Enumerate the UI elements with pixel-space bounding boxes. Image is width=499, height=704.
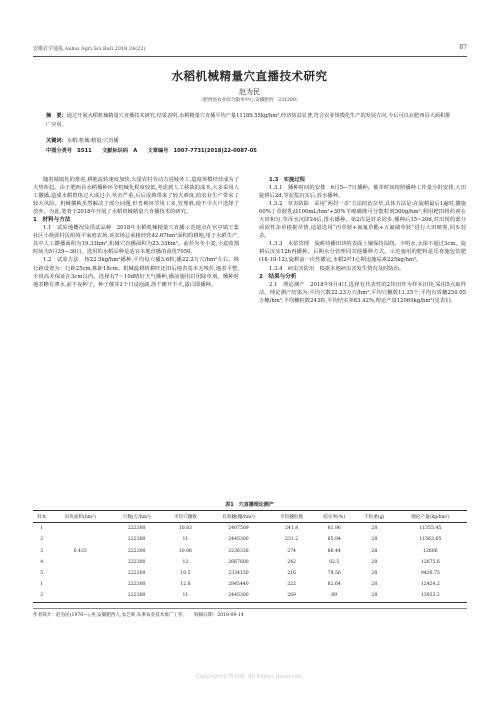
table-cell: 222300 <box>127 582 146 588</box>
table-header-cell: 理论产量(kg/hm²) <box>411 514 450 520</box>
classification-text: 中图分类号 S511 文献标识码 A 文章编号 1007-7731(2018)22-0087-05 <box>46 148 257 154</box>
table-header-cell: 田块面积(hm²) <box>64 514 96 520</box>
abstract-label: 摘 要： <box>46 113 67 119</box>
table-cell: 3 <box>40 548 44 554</box>
table-cell: 89 <box>331 593 338 599</box>
watermark: Copyright©博看网. All Rights Reserved. <box>195 674 304 680</box>
table-cell: 222300 <box>127 548 146 554</box>
left-column <box>33 176 239 289</box>
paragraph: 1.3.2 草害防除 采用“两封一杀”方法防治杂草,具体方法是:在旋耕最后1遍时,撒施60%丁草胺乳油100mL/hm²+30%苄嘧磺隆可分散粒剂300g/hm²,利用耙田将药剂在大田和匀,等浑水沉降24后,排水播种。第2次是封杀同步,播种后15~20d,对出现的部分顽固性杂草根据草情,适量选用“丙草胺+氰氟草酯+五氟磺草胺”进行大田喷雾,同步封杀。 <box>259 201 466 240</box>
table-cell: 269 <box>287 593 296 599</box>
table-cell: 10.5 <box>180 571 191 577</box>
keywords-text: 水稻;机械;精量;穴直播 <box>66 138 119 144</box>
table-cell: 28 <box>371 537 378 543</box>
table-cell: 28 <box>371 571 378 577</box>
table-cell: 222300 <box>127 537 146 543</box>
table-row <box>33 546 467 557</box>
paragraph: 1.1 试验地概况及供试品种 2018年水稻机械精量穴直播示范地点在官亭镇王集社区小杨郢村民组境平家庭农场,该农场总承租经营42.67hm²面积的耕地,用于水稻生产,其中人工撒播面积为19.33hm²,机械穴直播面积为23.33hm²。前茬为冬小麦,小麦收割时间为5月29—30日。选用的水稻品种是适宜本地直播的甬优7050。 <box>33 225 239 256</box>
table-cell: 2445300 <box>228 537 249 543</box>
paper-title: 水稻机械精量穴直播技术研究 <box>171 69 328 83</box>
table-cell: 13933.2 <box>420 593 440 599</box>
table-cell: 231.2 <box>285 537 299 543</box>
table-cell <box>51 557 110 568</box>
table-cell <box>51 523 110 535</box>
table-cell: 85.94 <box>327 537 341 543</box>
table-cell: 222300 <box>127 526 146 532</box>
keywords-label: 关键词： <box>46 138 67 144</box>
keywords <box>46 137 453 146</box>
section-heading: 2 结果与分析 <box>259 273 297 280</box>
running-header <box>33 45 467 55</box>
section-heading: 1.3 实施过程 <box>269 177 305 183</box>
paragraph: 1.3.3 水浆管理 旋耕待播田块的表面土壤保持湿润。少明水,水深不超过3cm。旋耕后沉实12h再播种。后期水分管理同其他播种方式。示范施用的肥料是乐喜施包装肥(18-10-12),旋耕前一次性撒完,水稻2叶1心期追施尿素225kg/hm²。 <box>259 241 466 264</box>
table-cell: 28 <box>371 548 378 554</box>
table-cell: 2 <box>40 537 44 543</box>
header-rule <box>33 56 467 57</box>
table-cell: 222300 <box>127 559 146 565</box>
table-cell: 78.56 <box>327 571 341 577</box>
table-cell: 12606 <box>423 548 438 554</box>
table-header-cell: 穴数(万/hm²) <box>122 514 151 520</box>
author: 赵为民 <box>239 88 260 96</box>
table-cell: 2845440 <box>228 582 249 588</box>
table-header-cell: 有效穗(穗/hm²) <box>222 514 255 520</box>
table-cell: 9426.75 <box>420 571 440 577</box>
table-cell: 11 <box>182 593 189 599</box>
table-row <box>33 557 467 568</box>
abstract <box>46 112 453 129</box>
table-row <box>33 534 467 545</box>
paragraph: 1.2 试验方法 按22.5kg/hm²播种,平均每穴播3.6粒,播22.2万穴/hm²左右。株行距设置为：行距25cm,株距18cm。机械旋耕机耕旺还田后地表基本无残茬,地表平整,全田高差保证在3cm以内。选择有7～10d晴好天气播种,播前施用封闭除草剂。播种时地表略有薄水,前不夜种子。种子催芽2个日浸泡滴,沥干摊开半天,露白即播种。 <box>33 257 239 288</box>
table-cell <box>51 568 110 579</box>
table-cell: 11 <box>182 537 189 543</box>
table-cell: 222300 <box>127 571 146 577</box>
table-cell: 4 <box>40 559 44 565</box>
table-cell <box>51 590 110 602</box>
table-cell: 10.06 <box>178 548 192 554</box>
section-heading: 1 材料与方法 <box>33 217 71 224</box>
right-column <box>259 176 466 305</box>
table-cell: 274 <box>287 548 296 554</box>
table-cell: 2334150 <box>228 571 249 577</box>
table-cell: 2407509 <box>228 526 249 532</box>
table-row <box>33 579 467 590</box>
table-cell: 2 <box>40 593 44 599</box>
table-cell: 82.64 <box>327 582 341 588</box>
paragraph: 随着城镇化的推进,耕地流转速度加快,大量农村劳动力进城务工,造度规模经营成为了大势所趋。由于肥西县水稻播种环节机械化程度较低,考虑到人工移栽的成本,大多采用人工撒播,造成水稻群体过大或过小,草害严重,后后成熟带来了较大难度,给农业生产带来了较大风险。机械插秧虽然解决了部分问题,但育秧环节用工多,管理难,使不少大户选择了放弃。为此,笔者于2018年开展了水稻机械精量穴直播技术的研究。 <box>33 177 239 216</box>
table-cell: 1 <box>40 526 44 532</box>
table-caption: 表1 穴直播理论测产 <box>225 502 274 508</box>
table-cell: 12675.6 <box>420 559 440 565</box>
table-cell: 11355.45 <box>419 526 442 532</box>
table-cell <box>51 534 110 545</box>
table-row <box>33 568 467 579</box>
abstract-text: 通过开展水稻机械精量穴直播技术研究,结果表明,水稻精量穴直播平均产量11189.55kg/hm²,经济效益显著,符合农业规模化生产的发展方向,今后可以在肥西县大面积推广应用。 <box>46 113 451 128</box>
table-cell: 216 <box>287 571 296 577</box>
paragraph: 1.3.1 播种时间的安排 6月5—7日播种。催芽时间按照播种工作量分批安排,大田旋耕后2d,等泥浆沉实后,放水播种。 <box>259 185 466 200</box>
table-header-cell: 平均穴穗数 <box>173 514 197 520</box>
table-cell: 5 <box>40 571 44 577</box>
affiliation: （肥西县农业综合服务中心,安徽肥西 231200） <box>198 98 301 103</box>
table-cell: 2667600 <box>228 559 249 565</box>
table-body <box>33 523 467 602</box>
table-cell: 222 <box>287 582 296 588</box>
table-row <box>33 523 467 535</box>
table-cell: 82.5 <box>329 559 340 565</box>
page-number: 87 <box>459 44 467 51</box>
table-cell: 86.44 <box>327 548 341 554</box>
table-header-row <box>33 511 467 523</box>
table-header-cell: 千粒重(g) <box>364 514 385 520</box>
table-cell: 28 <box>371 593 378 599</box>
paragraph: 1.3.4 病虫害防治 根据本地病虫害发生情况及时防治。 <box>269 265 405 272</box>
table-cell: 2445300 <box>228 593 249 599</box>
table-cell: 28 <box>371 582 378 588</box>
table-cell: 242 <box>287 559 296 565</box>
table-cell: 2236338 <box>228 548 249 554</box>
yield-table <box>33 510 467 603</box>
table-cell: 1 <box>40 582 44 588</box>
table-cell: 12 <box>182 559 189 565</box>
table-header-cell: 样本 <box>37 514 47 520</box>
table-cell: 222300 <box>127 593 146 599</box>
journal-name: 安徽农学通报,Anhui Agri.Sci.Bull.2018,24(22) <box>33 46 146 52</box>
table-cell: 28 <box>371 559 378 565</box>
table-cell: 81.96 <box>327 526 341 532</box>
table-cell: 11563.65 <box>419 537 442 543</box>
footnote: 作者简介：赵为民(1970—),男,安徽肥西人,农艺师,从事农业技术推广工作。 收稿日期：2018-09-14 <box>33 608 467 618</box>
table-cell: 12.8 <box>180 582 191 588</box>
table-header-cell: 平均穗粒数 <box>280 514 304 520</box>
table-row <box>33 590 467 602</box>
table-cell: 12424.2 <box>420 582 440 588</box>
table-cell <box>51 579 110 590</box>
classification <box>46 147 453 156</box>
paragraph: 2.1 理论测产 2018年9月4日,选择有代表性的2块田作为样本田块,采用5点取样法。理论测产结果为:平均穴数22.23万穴/hm²,平均穴穗数11.25个,平均有效穗250.05万穗/hm²,平均穗粒数243粒,平均结实率83.42%,理论产量12069kg/hm²(见表1)。 <box>259 281 466 304</box>
table-cell: 241.8 <box>285 526 299 532</box>
table-cell: 28 <box>371 526 378 532</box>
table-header-cell: 结实率(%) <box>323 514 346 520</box>
table-cell: 10.83 <box>178 526 192 532</box>
table-cell: 0.433 <box>73 548 87 554</box>
